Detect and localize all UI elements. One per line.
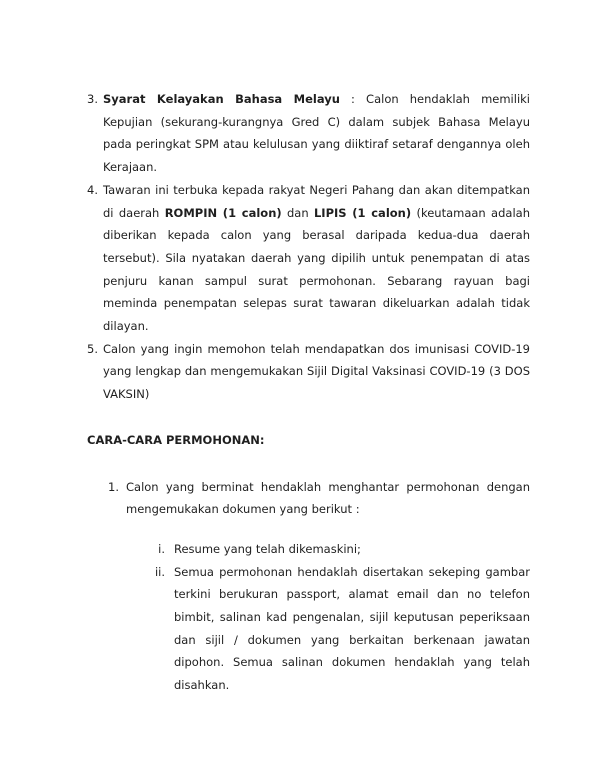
list-item-3 <box>87 88 530 179</box>
item-number: 1. <box>108 479 119 494</box>
sublist-item-i <box>148 538 530 561</box>
item-text-bold: Syarat Kelayakan Bahasa Melayu <box>103 92 340 106</box>
list-item-1 <box>108 476 530 521</box>
item-number: 4. <box>87 182 98 197</box>
requirements-list <box>87 88 530 406</box>
item-text: (keutamaan adalah diberikan kepada calon yang berasal daripada kedua-dua daerah tersebut). Sila nyatakan daerah yang dipilih untuk penempatan di atas penjuru kanan sampul surat permohonan. Sebarang rayuan bagi meminda penempatan selepas surat tawaran dikeluarkan adalah tidak dilayan. <box>103 205 530 334</box>
item-text-bold: LIPIS (1 calon) <box>313 205 412 220</box>
list-item-4 <box>87 179 530 338</box>
section-heading: CARA-CARA PERMOHONAN: <box>87 432 265 447</box>
application-steps-list <box>108 476 530 521</box>
item-number: 5. <box>87 341 98 356</box>
item-number: i. <box>158 541 165 556</box>
item-text: dan <box>281 205 314 220</box>
item-number: 3. <box>87 92 98 106</box>
item-number: ii. <box>154 564 165 579</box>
item-text: Semua permohonan hendaklah disertakan sekeping gambar terkini berukuran passport, alamat email dan no telefon bimbit, salinan kad pengenalan, sijil keputusan peperiksaan dan sijil / dokumen yang berkaitan berkenaan jawatan dipohon. Semua salinan dokumen hendaklah yang telah disahkan. <box>174 564 530 693</box>
item-text: Calon yang berminat hendaklah menghantar permohonan dengan mengemukakan dokumen yang berikut : <box>126 479 530 517</box>
item-text: Calon yang ingin memohon telah mendapatkan dos imunisasi COVID-19 yang lengkap dan mengemukakan Sijil Digital Vaksinasi COVID-19 (3 DOS VAKSIN) <box>103 341 530 402</box>
item-text: Resume yang telah dikemaskini; <box>174 541 361 556</box>
item-text: : Calon hendaklah memiliki Kepujian (sekurang-kurangnya Gred C) dalam subjek Bahasa Melayu pada peringkat SPM atau kelulusan yang diiktiraf setaraf dengannya oleh Kerajaan. <box>103 92 530 175</box>
item-text-bold: ROMPIN (1 calon) <box>164 205 282 220</box>
item-text: Tawaran ini terbuka kepada rakyat Negeri Pahang dan akan ditempatkan di daerah <box>103 182 530 220</box>
list-item-5 <box>87 338 530 406</box>
documents-sublist <box>148 538 530 697</box>
sublist-item-ii <box>148 561 530 697</box>
